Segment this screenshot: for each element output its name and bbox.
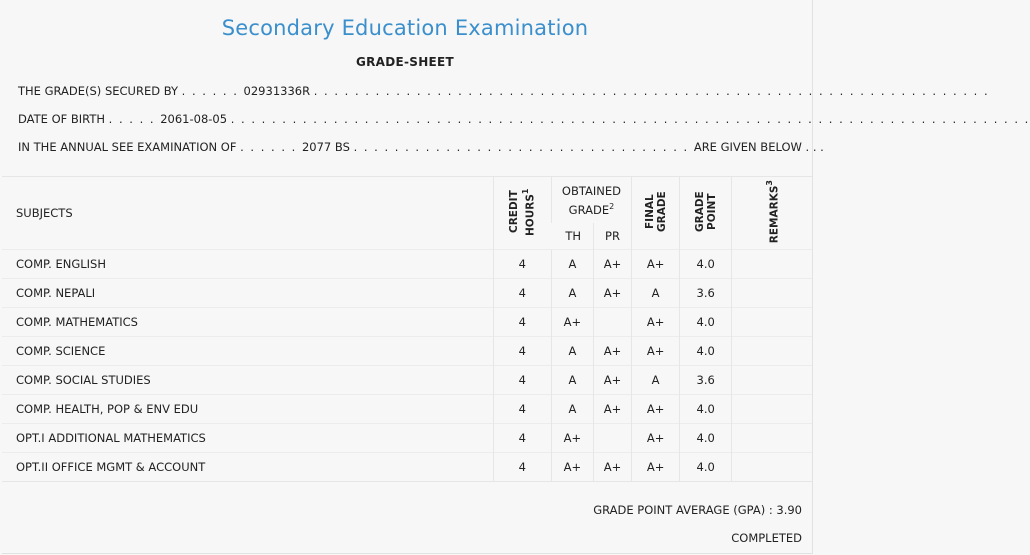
remarks-cell — [732, 366, 812, 395]
grade-point-cell: 4.0 — [680, 250, 732, 279]
subject-cell: COMP. MATHEMATICS — [2, 308, 493, 337]
th-grade-cell: A — [551, 279, 593, 308]
pr-grade-cell: A+ — [593, 395, 631, 424]
final-grade-cell: A+ — [632, 250, 680, 279]
gpa-summary — [593, 503, 802, 517]
subject-cell: COMP. HEALTH, POP & ENV EDU — [2, 395, 493, 424]
th-grade-cell: A — [551, 337, 593, 366]
pr-grade-cell — [593, 308, 631, 337]
final-grade-cell: A+ — [632, 337, 680, 366]
page-title: Secondary Education Examination — [221, 16, 589, 40]
pr-grade-cell: A+ — [593, 366, 631, 395]
remarks-cell — [732, 250, 812, 279]
dob-label: DATE OF BIRTH — [18, 112, 106, 126]
remarks-cell — [732, 337, 812, 366]
grade-point-cell: 4.0 — [680, 424, 732, 453]
dot-leader: . . . . . . . . . . . . . . . . . . . . . . . . . . . . . . . . . . . . . . . . . . . . . . . . . . . . . . . . . . . . . . . . . . — [313, 84, 990, 98]
remarks-cell — [732, 453, 812, 482]
credit-hours-cell: 4 — [493, 424, 551, 453]
table-row — [2, 424, 812, 453]
table-row — [2, 250, 812, 279]
subjects-header: SUBJECTS — [2, 177, 493, 250]
th-grade-cell: A+ — [551, 453, 593, 482]
dot-leader: . . . . . . . . . . . . . . . . . . . . . . . . . . . . . . . . . — [353, 140, 694, 154]
table-row — [2, 279, 812, 308]
remarks-cell — [732, 424, 812, 453]
symbol-number: 02931336R — [243, 84, 311, 98]
gpa-label: GRADE POINT AVERAGE (GPA) : — [593, 503, 773, 517]
pr-grade-cell — [593, 424, 631, 453]
dot-leader: . . . . . . — [240, 140, 302, 154]
grade-point-cell: 4.0 — [680, 395, 732, 424]
dot-leader: . . . . . . . . . . . . . . . . . . . . . . . . . . . . . . . . . . . . . . . . . . . . . . . . . . . . . . . . . . . . . . . . . . . . . . . . . . . . . . — [230, 112, 1030, 126]
credit-hours-cell: 4 — [493, 250, 551, 279]
subject-cell: COMP. ENGLISH — [2, 250, 493, 279]
pr-grade-cell: A+ — [593, 250, 631, 279]
table-row — [2, 395, 812, 424]
obtained-grade-header: OBTAINED GRADE$^2$ — [551, 177, 631, 224]
subject-cell: OPT.I ADDITIONAL MATHEMATICS — [2, 424, 493, 453]
grade-sheet-heading: GRADE-SHEET — [355, 55, 455, 69]
exam-suffix: ARE GIVEN BELOW . . . — [693, 140, 824, 154]
final-grade-cell: A+ — [632, 395, 680, 424]
final-grade-cell: A+ — [632, 424, 680, 453]
credit-hours-cell: 4 — [493, 279, 551, 308]
credit-hours-cell: 4 — [493, 337, 551, 366]
subject-cell: COMP. SOCIAL STUDIES — [2, 366, 493, 395]
pr-grade-cell: A+ — [593, 337, 631, 366]
dob-value: 2061-08-05 — [160, 112, 228, 126]
credit-hours-cell: 4 — [493, 366, 551, 395]
table-row — [2, 308, 812, 337]
pr-header: PR — [593, 223, 631, 250]
grade-point-cell: 4.0 — [680, 337, 732, 366]
credit-hours-header: CREDIT HOURS$^1$ — [493, 177, 551, 250]
final-grade-cell: A+ — [632, 308, 680, 337]
grade-point-cell: 4.0 — [680, 308, 732, 337]
credit-hours-cell: 4 — [493, 395, 551, 424]
result-status: COMPLETED — [731, 531, 802, 545]
dot-leader: . . . . . . — [181, 84, 244, 98]
remarks-header: REMARKS$^3$ — [732, 177, 812, 250]
final-grade-header: FINAL GRADE — [632, 177, 680, 250]
th-grade-cell: A — [551, 250, 593, 279]
table-row — [2, 453, 812, 482]
credit-hours-cell: 4 — [493, 453, 551, 482]
th-grade-cell: A+ — [551, 424, 593, 453]
th-grade-cell: A — [551, 395, 593, 424]
grades-table — [2, 176, 812, 482]
th-grade-cell: A — [551, 366, 593, 395]
gpa-value: 3.90 — [776, 503, 802, 517]
final-grade-cell: A — [632, 366, 680, 395]
grade-point-cell: 3.6 — [680, 279, 732, 308]
subject-cell: COMP. NEPALI — [2, 279, 493, 308]
remarks-cell — [732, 279, 812, 308]
th-grade-cell: A+ — [551, 308, 593, 337]
dot-leader: . . . . . — [108, 112, 161, 126]
final-grade-cell: A — [632, 279, 680, 308]
exam-year: 2077 BS — [301, 140, 350, 154]
table-row — [2, 337, 812, 366]
exam-label: IN THE ANNUAL SEE EXAMINATION OF — [18, 140, 237, 154]
secured-by-label: THE GRADE(S) SECURED BY — [18, 84, 179, 98]
table-header-row — [2, 177, 812, 224]
subject-cell: COMP. SCIENCE — [2, 337, 493, 366]
subject-cell: OPT.II OFFICE MGMT & ACCOUNT — [2, 453, 493, 482]
dob-line — [18, 112, 1030, 126]
credit-hours-cell: 4 — [493, 308, 551, 337]
remarks-cell — [732, 308, 812, 337]
table-row — [2, 366, 812, 395]
pr-grade-cell: A+ — [593, 279, 631, 308]
secured-by-line — [18, 84, 989, 98]
grade-point-header: GRADE POINT — [680, 177, 732, 250]
th-header: TH — [565, 229, 582, 243]
remarks-cell — [732, 395, 812, 424]
grade-point-cell: 4.0 — [680, 453, 732, 482]
exam-line — [18, 140, 824, 154]
grade-point-cell: 3.6 — [680, 366, 732, 395]
pr-grade-cell: A+ — [593, 453, 631, 482]
final-grade-cell: A+ — [632, 453, 680, 482]
